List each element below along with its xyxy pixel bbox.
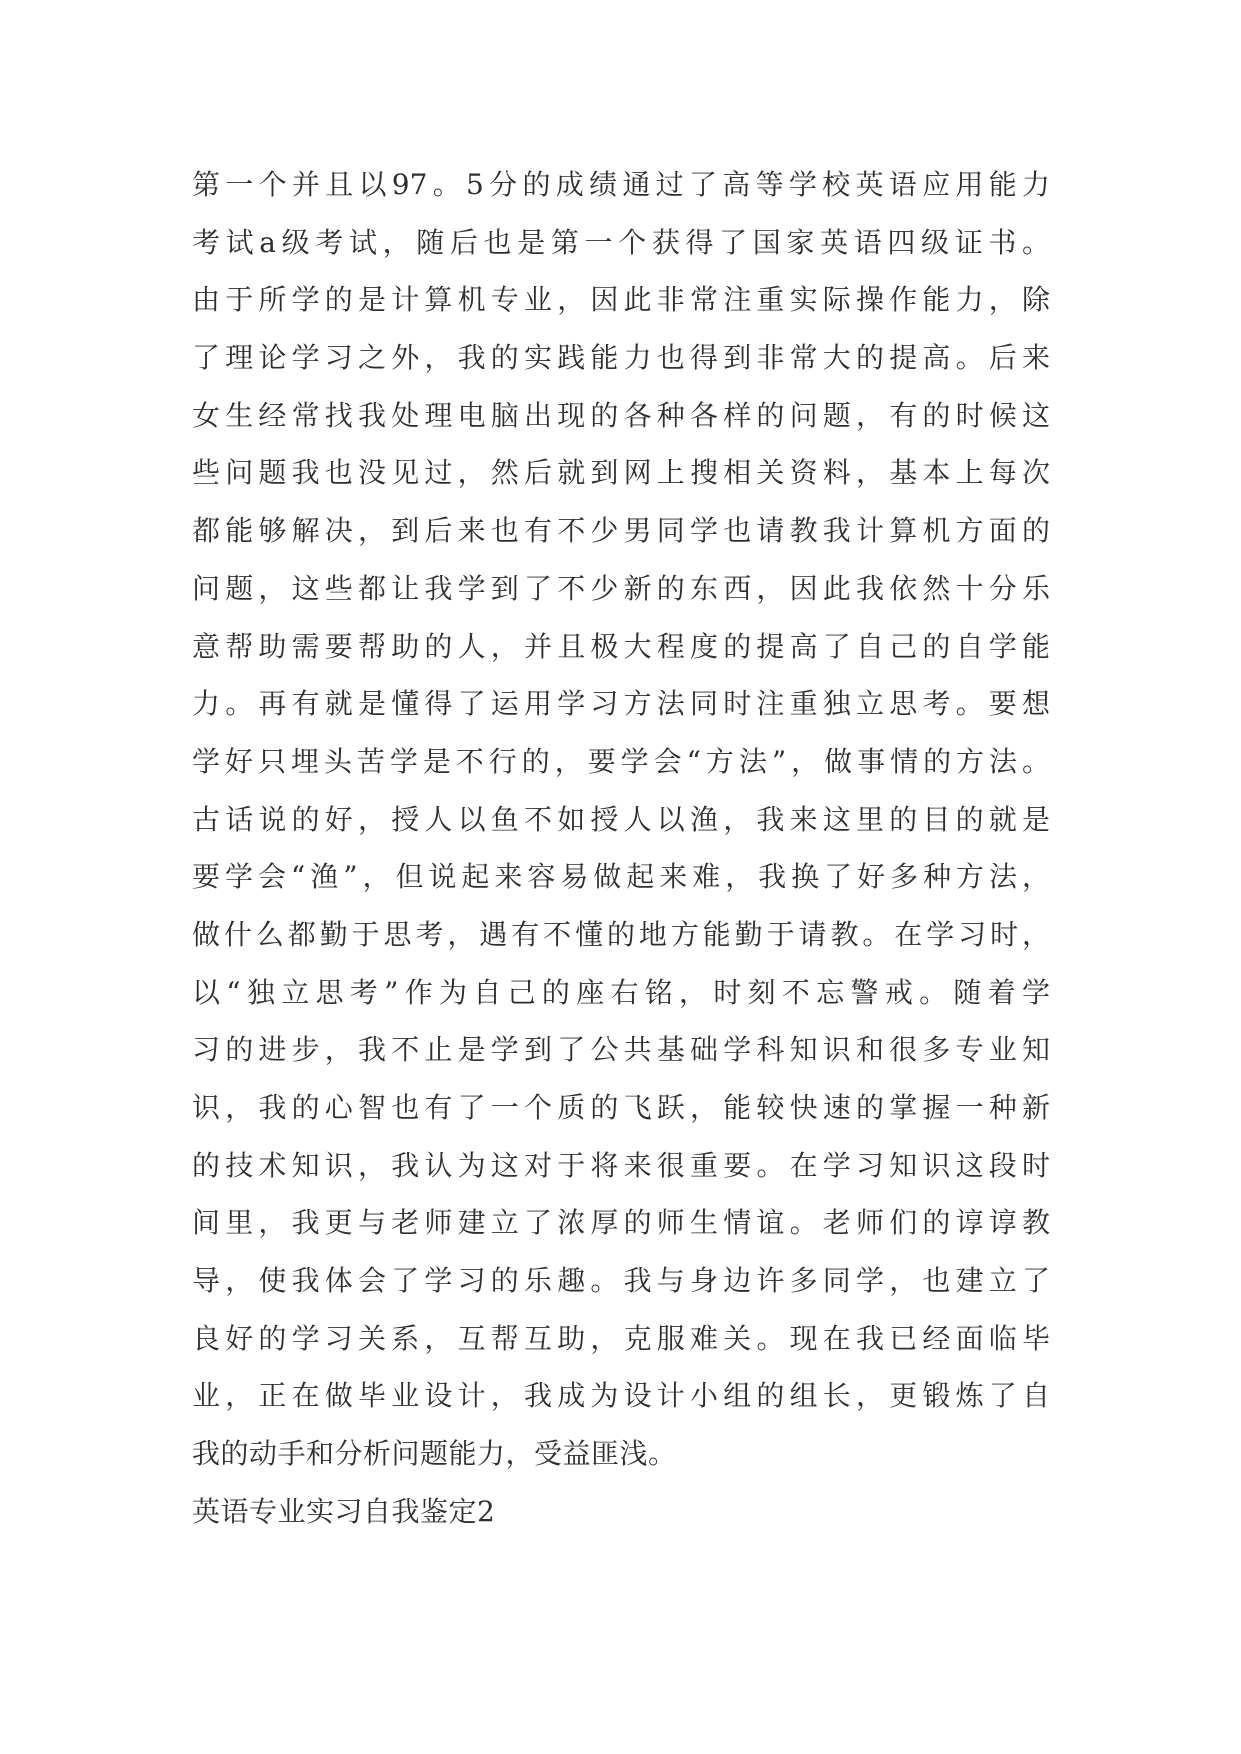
text-line: 以“独立思考”作为自己的座右铭，时刻不忘警戒。随着学 <box>192 975 1050 1009</box>
text-line: 要学会“渔”，但说起来容易做起来难，我换了好多种方法， <box>192 860 1050 894</box>
text-line-last: 我的动手和分析问题能力，受益匪浅。 <box>192 1437 677 1471</box>
text-line: 导，使我体会了学习的乐趣。我与身边许多同学，也建立了 <box>192 1264 1050 1298</box>
text-line: 意帮助需要帮助的人，并且极大程度的提高了自己的自学能 <box>192 629 1050 663</box>
section-heading: 英语专业实习自我鉴定2 <box>192 1494 496 1528</box>
text-line: 第一个并且以97。5分的成绩通过了高等学校英语应用能力 <box>192 168 1050 201</box>
text-line: 力。再有就是懂得了运用学习方法同时注重独立思考。要想 <box>192 687 1050 721</box>
text-line: 做什么都勤于思考，遇有不懂的地方能勤于请教。在学习时， <box>192 917 1050 951</box>
text-line: 问题，这些都让我学到了不少新的东西，因此我依然十分乐 <box>192 571 1050 605</box>
text-line: 些问题我也没见过，然后就到网上搜相关资料，基本上每次 <box>192 456 1050 490</box>
text-line: 学好只埋头苦学是不行的，要学会“方法”，做事情的方法。 <box>192 744 1050 778</box>
text-line: 业，正在做毕业设计，我成为设计小组的组长，更锻炼了自 <box>192 1379 1050 1413</box>
text-line: 良好的学习关系，互帮互助，克服难关。现在我已经面临毕 <box>192 1321 1050 1355</box>
text-line: 识，我的心智也有了一个质的飞跃，能较快速的掌握一种新 <box>192 1091 1050 1124</box>
text-line: 都能够解决，到后来也有不少男同学也请教我计算机方面的 <box>192 514 1050 548</box>
text-line: 间里，我更与老师建立了浓厚的师生情谊。老师们的谆谆教 <box>192 1206 1050 1240</box>
text-line: 考试a级考试，随后也是第一个获得了国家英语四级证书。 <box>192 225 1050 259</box>
text-line: 的技术知识，我认为这对于将来很重要。在学习知识这段时 <box>192 1148 1050 1182</box>
text-line: 了理论学习之外，我的实践能力也得到非常大的提高。后来 <box>192 341 1050 375</box>
text-line: 女生经常找我处理电脑出现的各种各样的问题，有的时候这 <box>192 398 1050 432</box>
text-line: 习的进步，我不止是学到了公共基础学科知识和很多专业知 <box>192 1033 1050 1067</box>
text-line: 古话说的好，授人以鱼不如授人以渔，我来这里的目的就是 <box>192 802 1050 836</box>
text-line: 由于所学的是计算机专业，因此非常注重实际操作能力，除 <box>192 283 1050 317</box>
document-body <box>192 156 1050 1541</box>
